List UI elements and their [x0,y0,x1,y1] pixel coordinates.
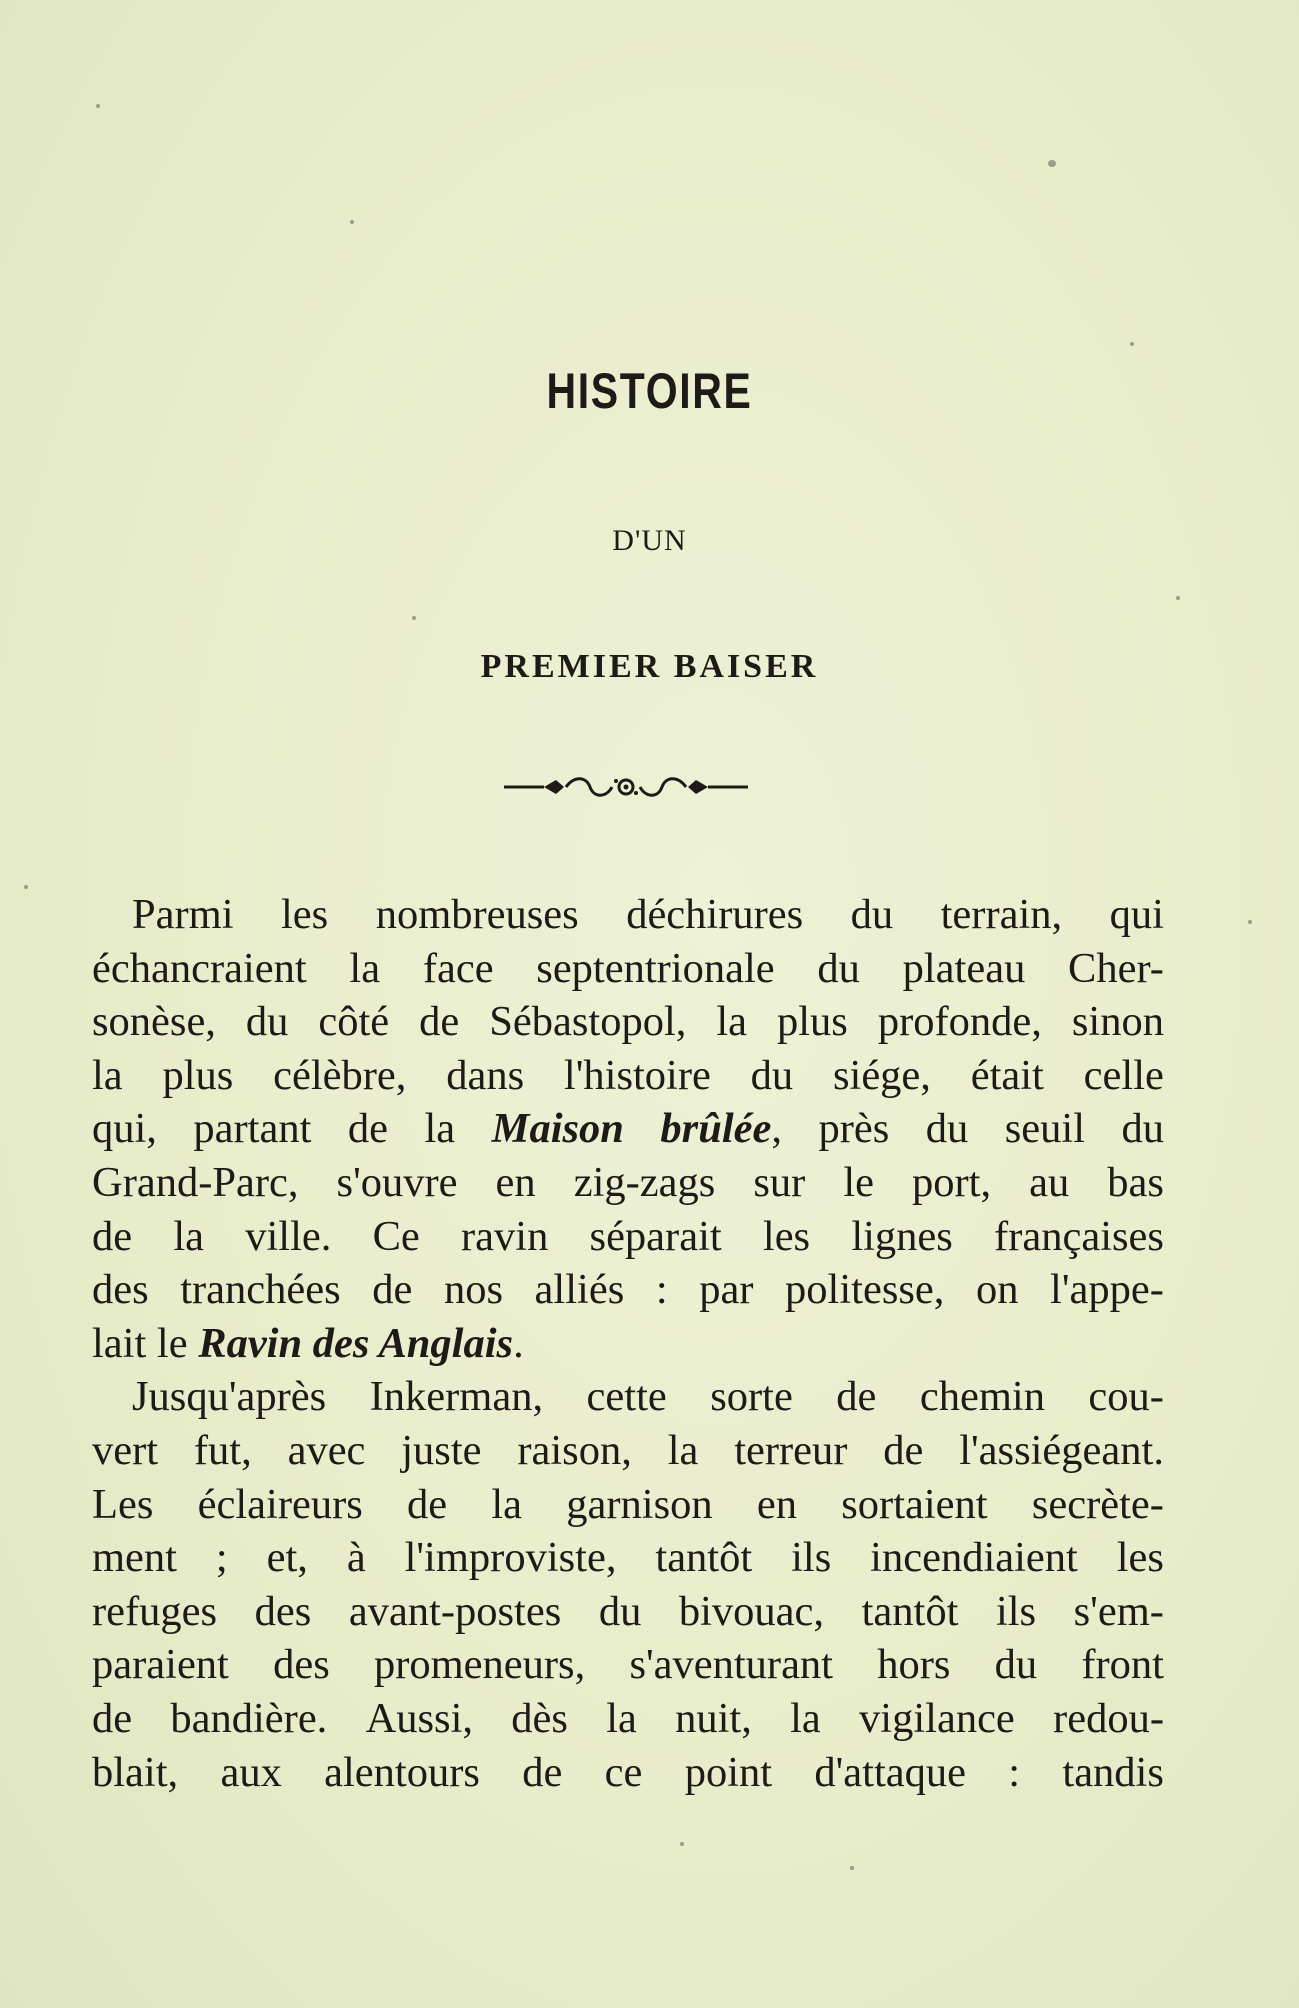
word: zig-zags [573,1158,716,1206]
text-fragment: qui, partant de la [92,1105,492,1153]
word: dans [446,1051,525,1099]
word: avec [287,1426,366,1474]
word: des [92,1266,149,1314]
word: Cher- [1068,944,1164,992]
ornament-divider-icon [504,772,748,802]
word: incendiaient [870,1534,1078,1582]
word: alentours [324,1748,480,1796]
word: plus [777,998,848,1046]
text-line [92,1317,1164,1371]
word: siége, [832,1051,931,1099]
word: de [836,1373,877,1421]
word: front [1081,1641,1164,1689]
word: du [598,1587,642,1635]
word: échancraient [92,944,307,992]
word: qui [1109,891,1164,938]
text-line [92,1263,1164,1317]
word: ce [604,1748,643,1796]
text-line [92,888,1164,942]
word: bandière. [170,1694,328,1742]
word: par [699,1266,754,1314]
text-line [92,1585,1164,1639]
word: sur [753,1158,806,1206]
word: s'ouvre [336,1158,458,1206]
word: face [422,944,494,992]
word: l'histoire [563,1051,711,1099]
paper-speck [412,616,416,620]
word: l'improviste, [404,1534,617,1582]
word: promeneurs, [373,1641,586,1689]
word: sortaient [841,1480,988,1528]
text-line [92,1478,1164,1532]
word: avant-postes [348,1587,562,1635]
word: sinon [1071,998,1164,1046]
word: des [254,1587,312,1635]
word: Parmi [132,891,234,938]
word: celle [1083,1051,1164,1099]
word: ils [791,1534,832,1582]
text-line [92,1424,1164,1478]
text-line [92,1638,1164,1692]
word: du [817,944,860,992]
word: célèbre, [273,1051,407,1099]
word: garnison [566,1480,713,1528]
word: ; [215,1534,228,1582]
word: Jusqu'après [132,1373,327,1421]
word: Sébastopol, [489,998,687,1046]
paper-speck [1048,160,1056,167]
chapter-subtitle-connector: D'UN [612,524,687,557]
word: la [790,1694,821,1742]
word: : [655,1266,668,1314]
word: Aussi, [365,1694,474,1742]
paper-speck [350,220,354,224]
word: plus [162,1051,234,1099]
word: terreur [734,1426,848,1474]
word: tantôt [861,1587,959,1635]
text-fragment: lait le [92,1319,199,1367]
word: juste [401,1426,482,1474]
text-line [92,1746,1164,1800]
word: l'assiégeant. [959,1426,1164,1474]
italic-phrase: Maison brûlée [491,1105,772,1153]
word: sonèse, [92,998,216,1046]
word: plateau [902,944,1026,992]
word: cette [586,1373,667,1421]
word: la [716,998,748,1046]
word: on [975,1266,1019,1314]
text-line [92,1049,1164,1103]
word: au [1029,1158,1070,1206]
word: dès [511,1694,568,1742]
word: Ce [372,1212,420,1260]
word: les [1116,1534,1164,1582]
word: chemin [919,1373,1045,1421]
word: refuges [92,1587,218,1635]
word: tandis [1062,1748,1164,1796]
word: profonde, [877,998,1042,1046]
word: la [173,1212,204,1260]
word: Grand-Parc, [92,1158,299,1206]
word: ils [995,1587,1037,1635]
text-line [92,1102,1164,1156]
word: ravin [461,1212,549,1260]
word: d'attaque [814,1748,966,1796]
body-text [92,888,1164,1799]
chapter-title: HISTOIRE [546,363,753,419]
word: terrain, [940,891,1063,938]
word: de [92,1694,133,1742]
paper-speck [24,885,28,889]
word: bivouac, [678,1587,825,1635]
word: cou- [1088,1373,1164,1421]
word: aux [220,1748,282,1796]
word: point [684,1748,773,1796]
text-line [92,1692,1164,1746]
word: la [349,944,381,992]
word: en [495,1158,536,1206]
paper-speck [850,1866,854,1870]
word: de [92,1212,133,1260]
text-fragment: , près du seuil du [771,1105,1165,1153]
word: la [667,1426,699,1474]
word: ville. [245,1212,332,1260]
word: alliés [534,1266,625,1314]
word: nombreuses [375,891,579,938]
word: nos [443,1266,503,1314]
word: séparait [589,1212,722,1260]
word: s'em- [1073,1587,1164,1635]
word: lignes [851,1212,953,1260]
word: ment [92,1534,177,1582]
word: en [756,1480,798,1528]
paper-speck [1248,920,1252,924]
word: vigilance [859,1694,1015,1742]
word: s'aventurant [629,1641,833,1689]
paper-speck [1176,596,1180,600]
text-fragment: . [513,1319,524,1367]
word: la [92,1051,123,1099]
word: secrète- [1031,1480,1164,1528]
word: sorte [710,1373,793,1421]
word: de [883,1426,924,1474]
paper-speck [96,104,100,108]
chapter-subtitle: PREMIER BAISER [480,648,819,685]
word: blait, [92,1748,179,1796]
text-line [92,1370,1164,1424]
word: les [762,1212,811,1260]
word: et, [266,1534,308,1582]
word: du [750,1051,794,1099]
text-line [92,1156,1164,1210]
word: côté [318,998,390,1046]
word: de [372,1266,413,1314]
word: Inkerman, [369,1373,544,1421]
word: : [1008,1748,1021,1796]
word: l'appe- [1050,1266,1164,1314]
word: nuit, [675,1694,752,1742]
word: tantôt [655,1534,753,1582]
word: déchirures [626,891,804,938]
word: éclaireurs [197,1480,363,1528]
text-line [92,1210,1164,1264]
word: la [491,1480,523,1528]
word: du [245,998,289,1046]
paper-speck [680,1842,684,1846]
word: du [994,1641,1038,1689]
word: fut, [193,1426,252,1474]
word: de [522,1748,563,1796]
word: de [419,998,460,1046]
word: tranchées [180,1266,341,1314]
word: la [606,1694,637,1742]
word: paraient [92,1641,229,1689]
word: le [843,1158,874,1206]
word: les [281,891,329,938]
text-line [92,995,1164,1049]
word: septentrionale [536,944,775,992]
paper-speck [1130,342,1134,346]
word: des [273,1641,330,1689]
word: de [407,1480,448,1528]
word: vert [92,1426,159,1474]
word: à [346,1534,366,1582]
text-line [92,1531,1164,1585]
word: port, [912,1158,992,1206]
italic-phrase: Ravin des Anglais [198,1319,514,1367]
word: Les [92,1480,154,1528]
text-line [92,942,1164,996]
word: hors [877,1641,951,1689]
word: était [970,1051,1044,1099]
word: redou- [1053,1694,1164,1742]
word: raison, [517,1426,632,1474]
word: du [850,891,894,938]
word: politesse, [785,1266,945,1314]
word: bas [1107,1158,1164,1206]
word: françaises [994,1212,1164,1260]
